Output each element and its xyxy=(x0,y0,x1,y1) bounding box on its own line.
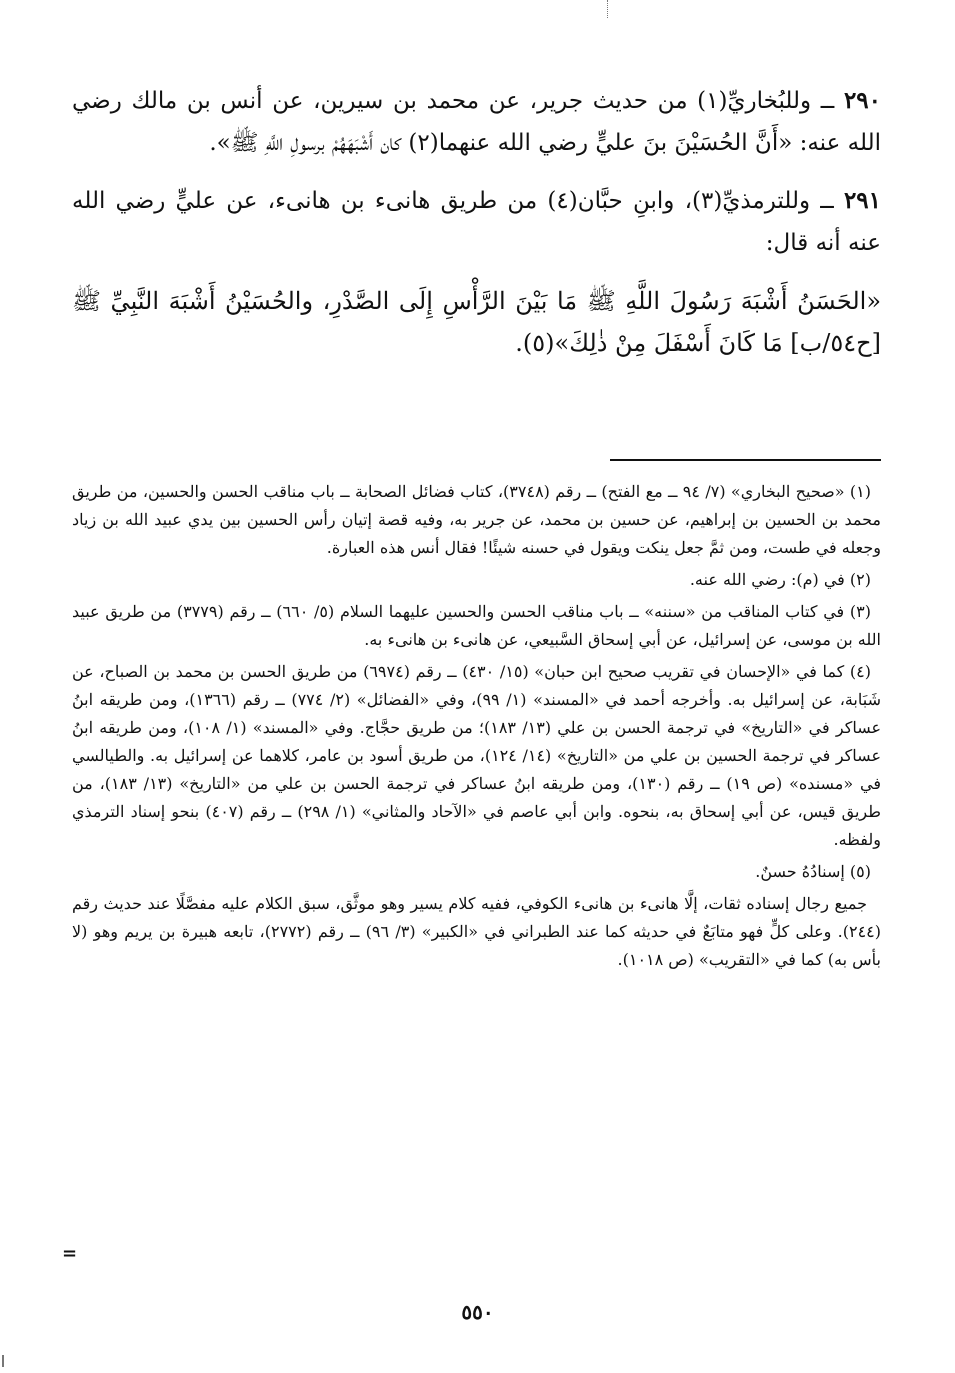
hadith-quote: «الحَسَنُ أَشْبَهَ رَسُولَ اللَّهِ ﷺ مَا بَيْنَ الرَّأْسِ إِلَى الصَّدْرِ، والحُسَيْنُ أَشْبَهَ النَّبِيِّ ﷺ [ح٥٤/ب] مَا كَانَ أَسْفَلَ مِنْ ذٰلِكَ»(٥). xyxy=(72,287,881,357)
hadith-number: ٢٩٠ xyxy=(843,87,881,114)
footnotes xyxy=(72,478,881,978)
footnote-divider xyxy=(610,459,881,461)
hadith-text: ــ وللترمذيِّ(٣)، وابنِ حبَّان(٤) من طريق هانىء بن هانىء، عن عليٍّ رضي الله عنه أنه قال: xyxy=(72,188,881,256)
hadith-entry-290 xyxy=(72,80,881,164)
hadith-text: ــ وللبُخاريِّ(١) من حديث جرير، عن محمد بن سيرين، عن أنس بن مالك رضي الله عنه: «أَنَّ الحُسَيْنَ بنَ عليٍّ رضي الله عنهما(٢) كان أَشْبَهَهُمْ برسولِ اللَّهِ ﷺ». xyxy=(72,88,881,156)
scan-corner-mark xyxy=(2,1355,4,1367)
hadith-number: ٢٩١ xyxy=(843,187,882,214)
footnote-2: (٢) في (م): رضي الله عنه. xyxy=(689,570,871,589)
continuation-mark: = xyxy=(62,1243,78,1264)
main-text xyxy=(72,80,881,364)
footnote-5-continuation: جميع رجال إسناده ثقات، إلَّا هانىء بن هانىء الكوفي، ففيه كلام يسير وهو موثَّق، سبق الكلام عليه مفصَّلًا عند حديث رقم (٢٤٤). وعلى كلٍّ فهو متابَعٌ في حديثه كما عند الطبراني في «الكبير» (٣/ ٩٦) ــ رقم (٢٧٧٢)، تابعه هبيرة بن يريم وهو (لا بأس به) كما في «التقريب» (ص ١٠١٨). xyxy=(72,894,881,969)
hadith-entry-291 xyxy=(72,180,881,264)
footnote-5: (٥) إسنادُهُ حسنٌ. xyxy=(755,862,871,881)
scan-edge-line xyxy=(607,0,608,18)
footnote-4: (٤) كما في «الإحسان في تقريب صحيح ابن حبان» (١٥/ ٤٣٠) ــ رقم (٦٩٧٤) من طريق الحسن بن محمد بن الصباح، عن شَبَابة، عن إسرائيل به. وأخرجه أحمد في «المسند» (١/ ٩٩)، وفي «الفضائل» (٢/ ٧٧٤) ــ رقم (١٣٦٦)، ومن طريقه ابنُ عساكر في «التاريخ» في ترجمة الحسن بن علي (١٣/ ١٨٣)؛ من طريق حجَّاج. وفي «المسند» (١/ ١٠٨)، ومن طريقه ابنُ عساكر في ترجمة الحسين بن علي من «التاريخ» (١٤/ ١٢٤)، من طريق أسود بن عامر، كلاهما عن إسرائيل به. والطيالسي في «مسنده» (ص ١٩) ــ رقم (١٣٠)، ومن طريقه ابنُ عساكر في ترجمة الحسن بن علي من «التاريخ» (١٣/ ١٨٣)، من طريق قيس، عن أبي إسحاق به، بنحوه. وابن أبي عاصم في «الآحاد والمثاني» (١/ ٢٩٨) ــ رقم (٤٠٧) بنحو إسناد الترمذي ولفظه. xyxy=(72,662,882,849)
footnote-3: (٣) في كتاب المناقب من «سننه» ــ باب مناقب الحسن والحسين عليهما السلام (٥/ ٦٦٠) ــ رقم (٣٧٧٩) من طريق عبيد الله بن موسى، عن إسرائيل، عن أبي إسحاق السَّبيعي، عن هانىء بن هانىء به. xyxy=(72,602,881,649)
page-number: ٥٥٠ xyxy=(461,1300,494,1324)
footnote-1: (١) «صحيح البخاري» (٧/ ٩٤ ــ مع الفتح) ــ رقم (٣٧٤٨)، كتاب فضائل الصحابة ــ باب مناقب الحسن والحسين، من طريق محمد بن الحسين بن إبراهيم، عن حسين بن محمد، عن جرير به، وفيه قصة إتيان رأس الحسين بين يدي عبيد الله بن زياد وجعله في طست، ومن ثمَّ جعل ينكت ويقول في حسنه شيئًا! فقال أنس هذه العبارة. xyxy=(72,482,881,557)
